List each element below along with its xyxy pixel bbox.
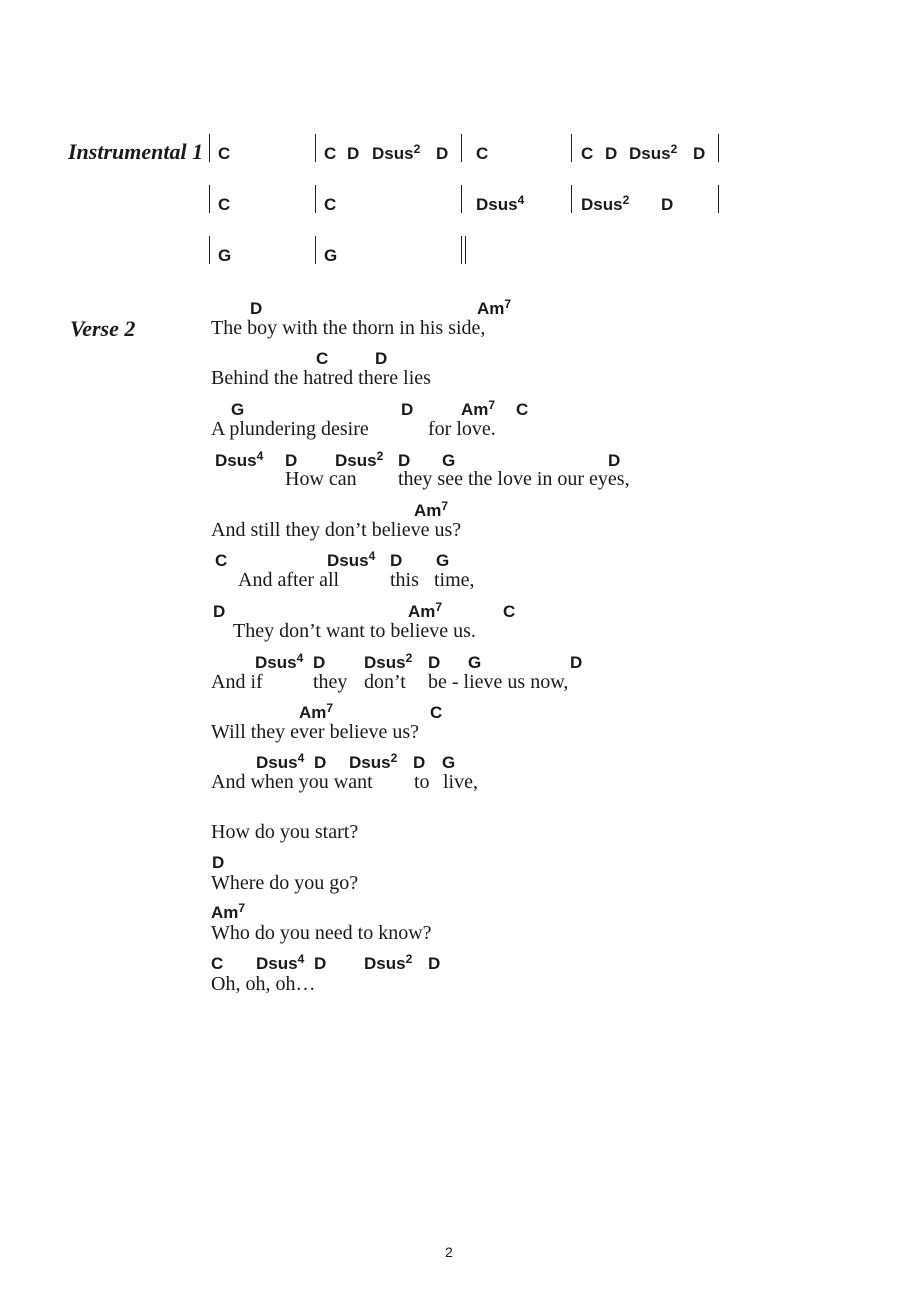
chord: Dsus$^4$	[255, 651, 304, 672]
chord: Am$^7$	[414, 499, 449, 520]
section-label-instrumental: Instrumental 1	[68, 139, 204, 164]
chord: D	[436, 144, 449, 163]
chord: C	[211, 954, 224, 973]
lyric-line: And after all	[238, 569, 340, 591]
chord: Am$^7$	[461, 398, 496, 419]
chord: Dsus$^2$	[364, 651, 413, 672]
page-number: 2	[445, 1244, 453, 1260]
chord: Dsus$^4$	[256, 751, 305, 772]
double-bar-line	[465, 236, 466, 264]
lyric-line: they	[313, 671, 348, 693]
bar-line	[315, 134, 316, 162]
bar-line	[718, 134, 719, 162]
lyric-line: live,	[443, 771, 478, 793]
bar-line	[571, 185, 572, 213]
chord: Dsus$^2$	[364, 952, 413, 973]
chord: Am$^7$	[299, 701, 334, 722]
chord: Dsus$^4$	[327, 549, 376, 570]
chord: D	[428, 954, 441, 973]
lyric-line: They don’t want to believe us.	[233, 620, 476, 642]
chord: D	[401, 400, 414, 419]
chord: C	[316, 349, 329, 368]
chord: G	[468, 653, 482, 672]
chord: C	[503, 602, 516, 621]
chord: C	[218, 144, 231, 163]
chord: D	[250, 299, 263, 318]
lyric-line: time,	[434, 569, 475, 591]
chord: Am$^7$	[211, 901, 246, 922]
chord: C	[324, 195, 337, 214]
chord: D	[570, 653, 583, 672]
chord: D	[608, 451, 621, 470]
lyric-line: be - lieve us now,	[428, 671, 569, 693]
double-bar-line	[461, 236, 462, 264]
chord: D	[428, 653, 441, 672]
chord: Dsus$^2$	[349, 751, 398, 772]
lyric-line: for love.	[428, 418, 496, 440]
chord: C	[430, 703, 443, 722]
chord: D	[314, 954, 327, 973]
bar-line	[315, 185, 316, 213]
bar-line	[315, 236, 316, 264]
bar-line	[718, 185, 719, 213]
chord: D	[212, 853, 225, 872]
bar-line	[461, 134, 462, 162]
chord: Am$^7$	[408, 600, 443, 621]
chord: C	[218, 195, 231, 214]
chord: D	[375, 349, 388, 368]
chord: G	[436, 551, 450, 570]
lyric-line: A plundering desire	[211, 418, 369, 440]
lyric-line: And when you want	[211, 771, 373, 793]
lyric-line: don’t	[364, 671, 406, 693]
chord: Dsus$^2$	[629, 142, 678, 163]
chord: D	[314, 753, 327, 772]
chord: G	[218, 246, 232, 265]
chord: D	[605, 144, 618, 163]
lyric-line: And still they don’t believe us?	[211, 519, 462, 541]
chord: C	[581, 144, 594, 163]
chord: D	[313, 653, 326, 672]
section-label-verse: Verse 2	[70, 316, 136, 341]
bar-line	[209, 134, 210, 162]
chord: Dsus$^2$	[335, 449, 384, 470]
chord: D	[390, 551, 403, 570]
chord: C	[516, 400, 529, 419]
lyric-line: Where do you go?	[211, 872, 359, 894]
chord: G	[442, 451, 456, 470]
lyric-line: they see the love in our eyes,	[398, 468, 630, 490]
lyric-line: Oh, oh, oh…	[211, 973, 316, 995]
chord: C	[476, 144, 489, 163]
chord: Dsus$^4$	[215, 449, 264, 470]
chord: D	[413, 753, 426, 772]
chord: Dsus$^2$	[372, 142, 421, 163]
chord: D	[285, 451, 298, 470]
chord: C	[215, 551, 228, 570]
chord: D	[661, 195, 674, 214]
chord: Dsus$^2$	[581, 193, 630, 214]
chord: D	[693, 144, 706, 163]
lyric-line: How do you start?	[211, 821, 359, 843]
lyric-line: And if	[211, 671, 263, 693]
chord: D	[347, 144, 360, 163]
chord: G	[324, 246, 338, 265]
chord: G	[442, 753, 456, 772]
lyric-line: Behind the hatred there lies	[211, 367, 431, 389]
lyric-line: Will they ever believe us?	[211, 721, 419, 743]
lyric-line: this	[390, 569, 419, 591]
chord: D	[213, 602, 226, 621]
chord: Dsus$^4$	[256, 952, 305, 973]
bar-line	[461, 185, 462, 213]
bar-line	[209, 185, 210, 213]
chord: C	[324, 144, 337, 163]
lyric-line: How can	[285, 468, 357, 490]
lyric-line: The boy with the thorn in his side,	[211, 317, 486, 339]
chord: G	[231, 400, 245, 419]
chord: Am$^7$	[477, 297, 512, 318]
chord: D	[398, 451, 411, 470]
lyric-line: Who do you need to know?	[211, 922, 432, 944]
bar-line	[571, 134, 572, 162]
bar-line	[209, 236, 210, 264]
chord: Dsus$^4$	[476, 193, 525, 214]
lyric-line: to	[414, 771, 430, 793]
